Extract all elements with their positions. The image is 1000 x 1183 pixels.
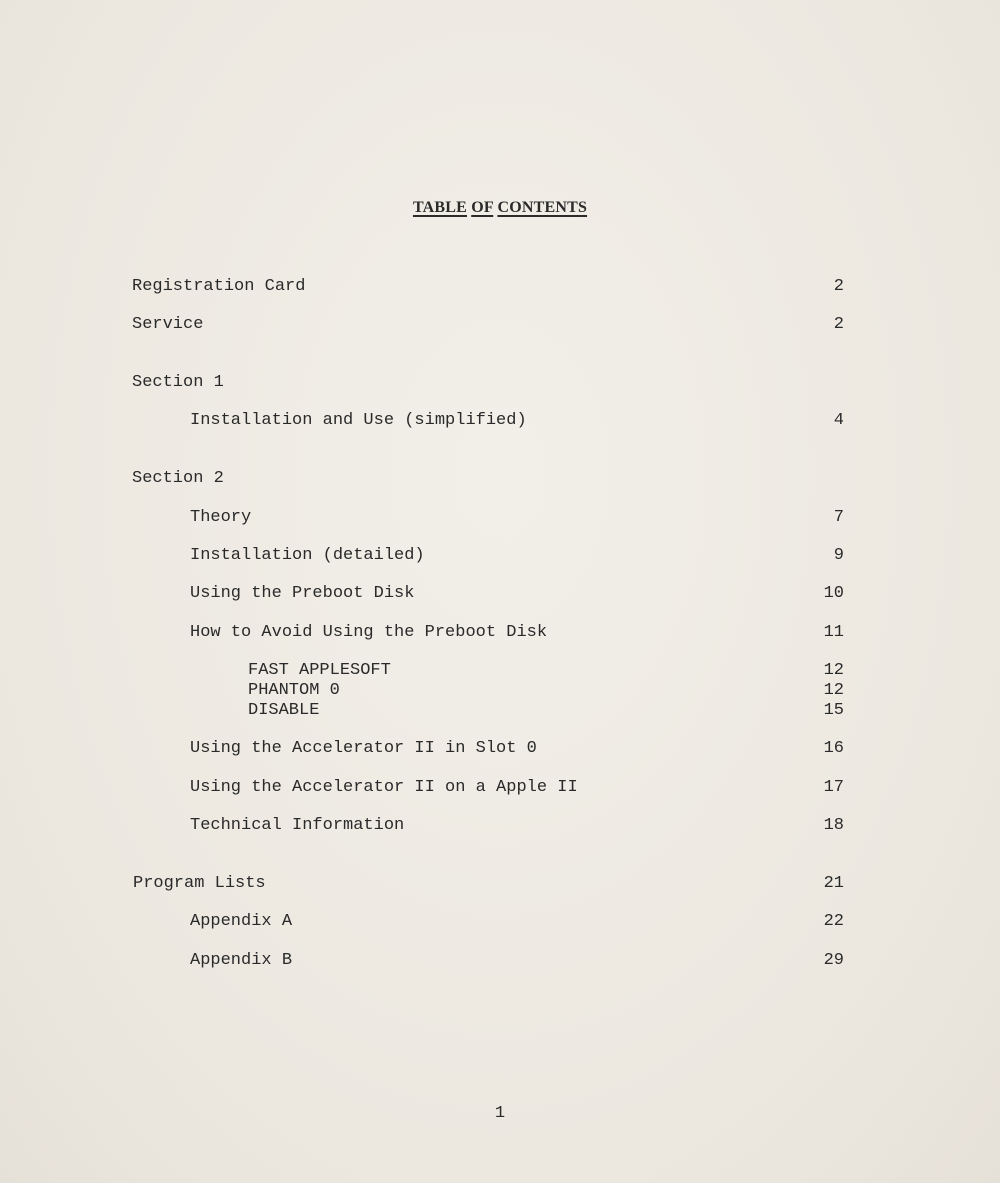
toc-entry-page: 16 (823, 739, 844, 758)
toc-entry-label: Installation and Use (simplified) (190, 411, 527, 430)
toc-entry-page: 17 (823, 778, 844, 797)
toc-entry-label: Theory (190, 508, 252, 527)
toc-entry-page: 15 (823, 701, 844, 720)
toc-title-word-2: OF (471, 199, 494, 216)
toc-entry-label: Registration Card (132, 277, 306, 296)
toc-entry-page: 18 (823, 816, 844, 835)
toc-entry-page: 7 (833, 508, 844, 527)
toc-entry-page: 29 (823, 951, 844, 970)
page-number: 1 (494, 1104, 506, 1123)
toc-subentry-label: FAST APPLESOFT (248, 661, 391, 680)
toc-entry-page: 22 (823, 912, 844, 931)
toc-entry-page: 12 (823, 661, 844, 680)
toc-entry-page: 2 (833, 277, 844, 296)
toc-entry-label: Using the Accelerator II in Slot 0 (190, 739, 537, 758)
toc-entry-label: How to Avoid Using the Preboot Disk (190, 623, 548, 642)
toc-subentry-label: PHANTOM 0 (248, 681, 340, 700)
toc-section-heading: Section 1 (132, 373, 224, 392)
toc-title (0, 199, 1000, 217)
toc-entry-label: Using the Accelerator II on a Apple II (190, 778, 578, 797)
toc-entry-label: Program Lists (133, 874, 266, 893)
toc-entry-label: Service (132, 315, 204, 334)
toc-entry-page: 10 (823, 584, 844, 603)
toc-entry-page: 12 (823, 681, 844, 700)
toc-entry-label: Appendix B (190, 951, 293, 970)
toc-subentry-label: DISABLE (248, 701, 320, 720)
toc-title-word-3: CONTENTS (497, 199, 588, 216)
toc-entry-label: Appendix A (190, 912, 293, 931)
toc-entry-page: 2 (833, 315, 844, 334)
toc-title-word-1: TABLE (412, 199, 467, 216)
toc-entry-label: Installation (detailed) (190, 546, 425, 565)
toc-entry-label: Using the Preboot Disk (190, 584, 415, 603)
toc-section-heading: Section 2 (132, 469, 224, 488)
toc-entry-label: Technical Information (190, 816, 405, 835)
toc-entry-page: 9 (833, 546, 844, 565)
toc-entry-page: 4 (833, 411, 844, 430)
toc-entry-page: 21 (823, 874, 844, 893)
toc-entry-page: 11 (823, 623, 844, 642)
